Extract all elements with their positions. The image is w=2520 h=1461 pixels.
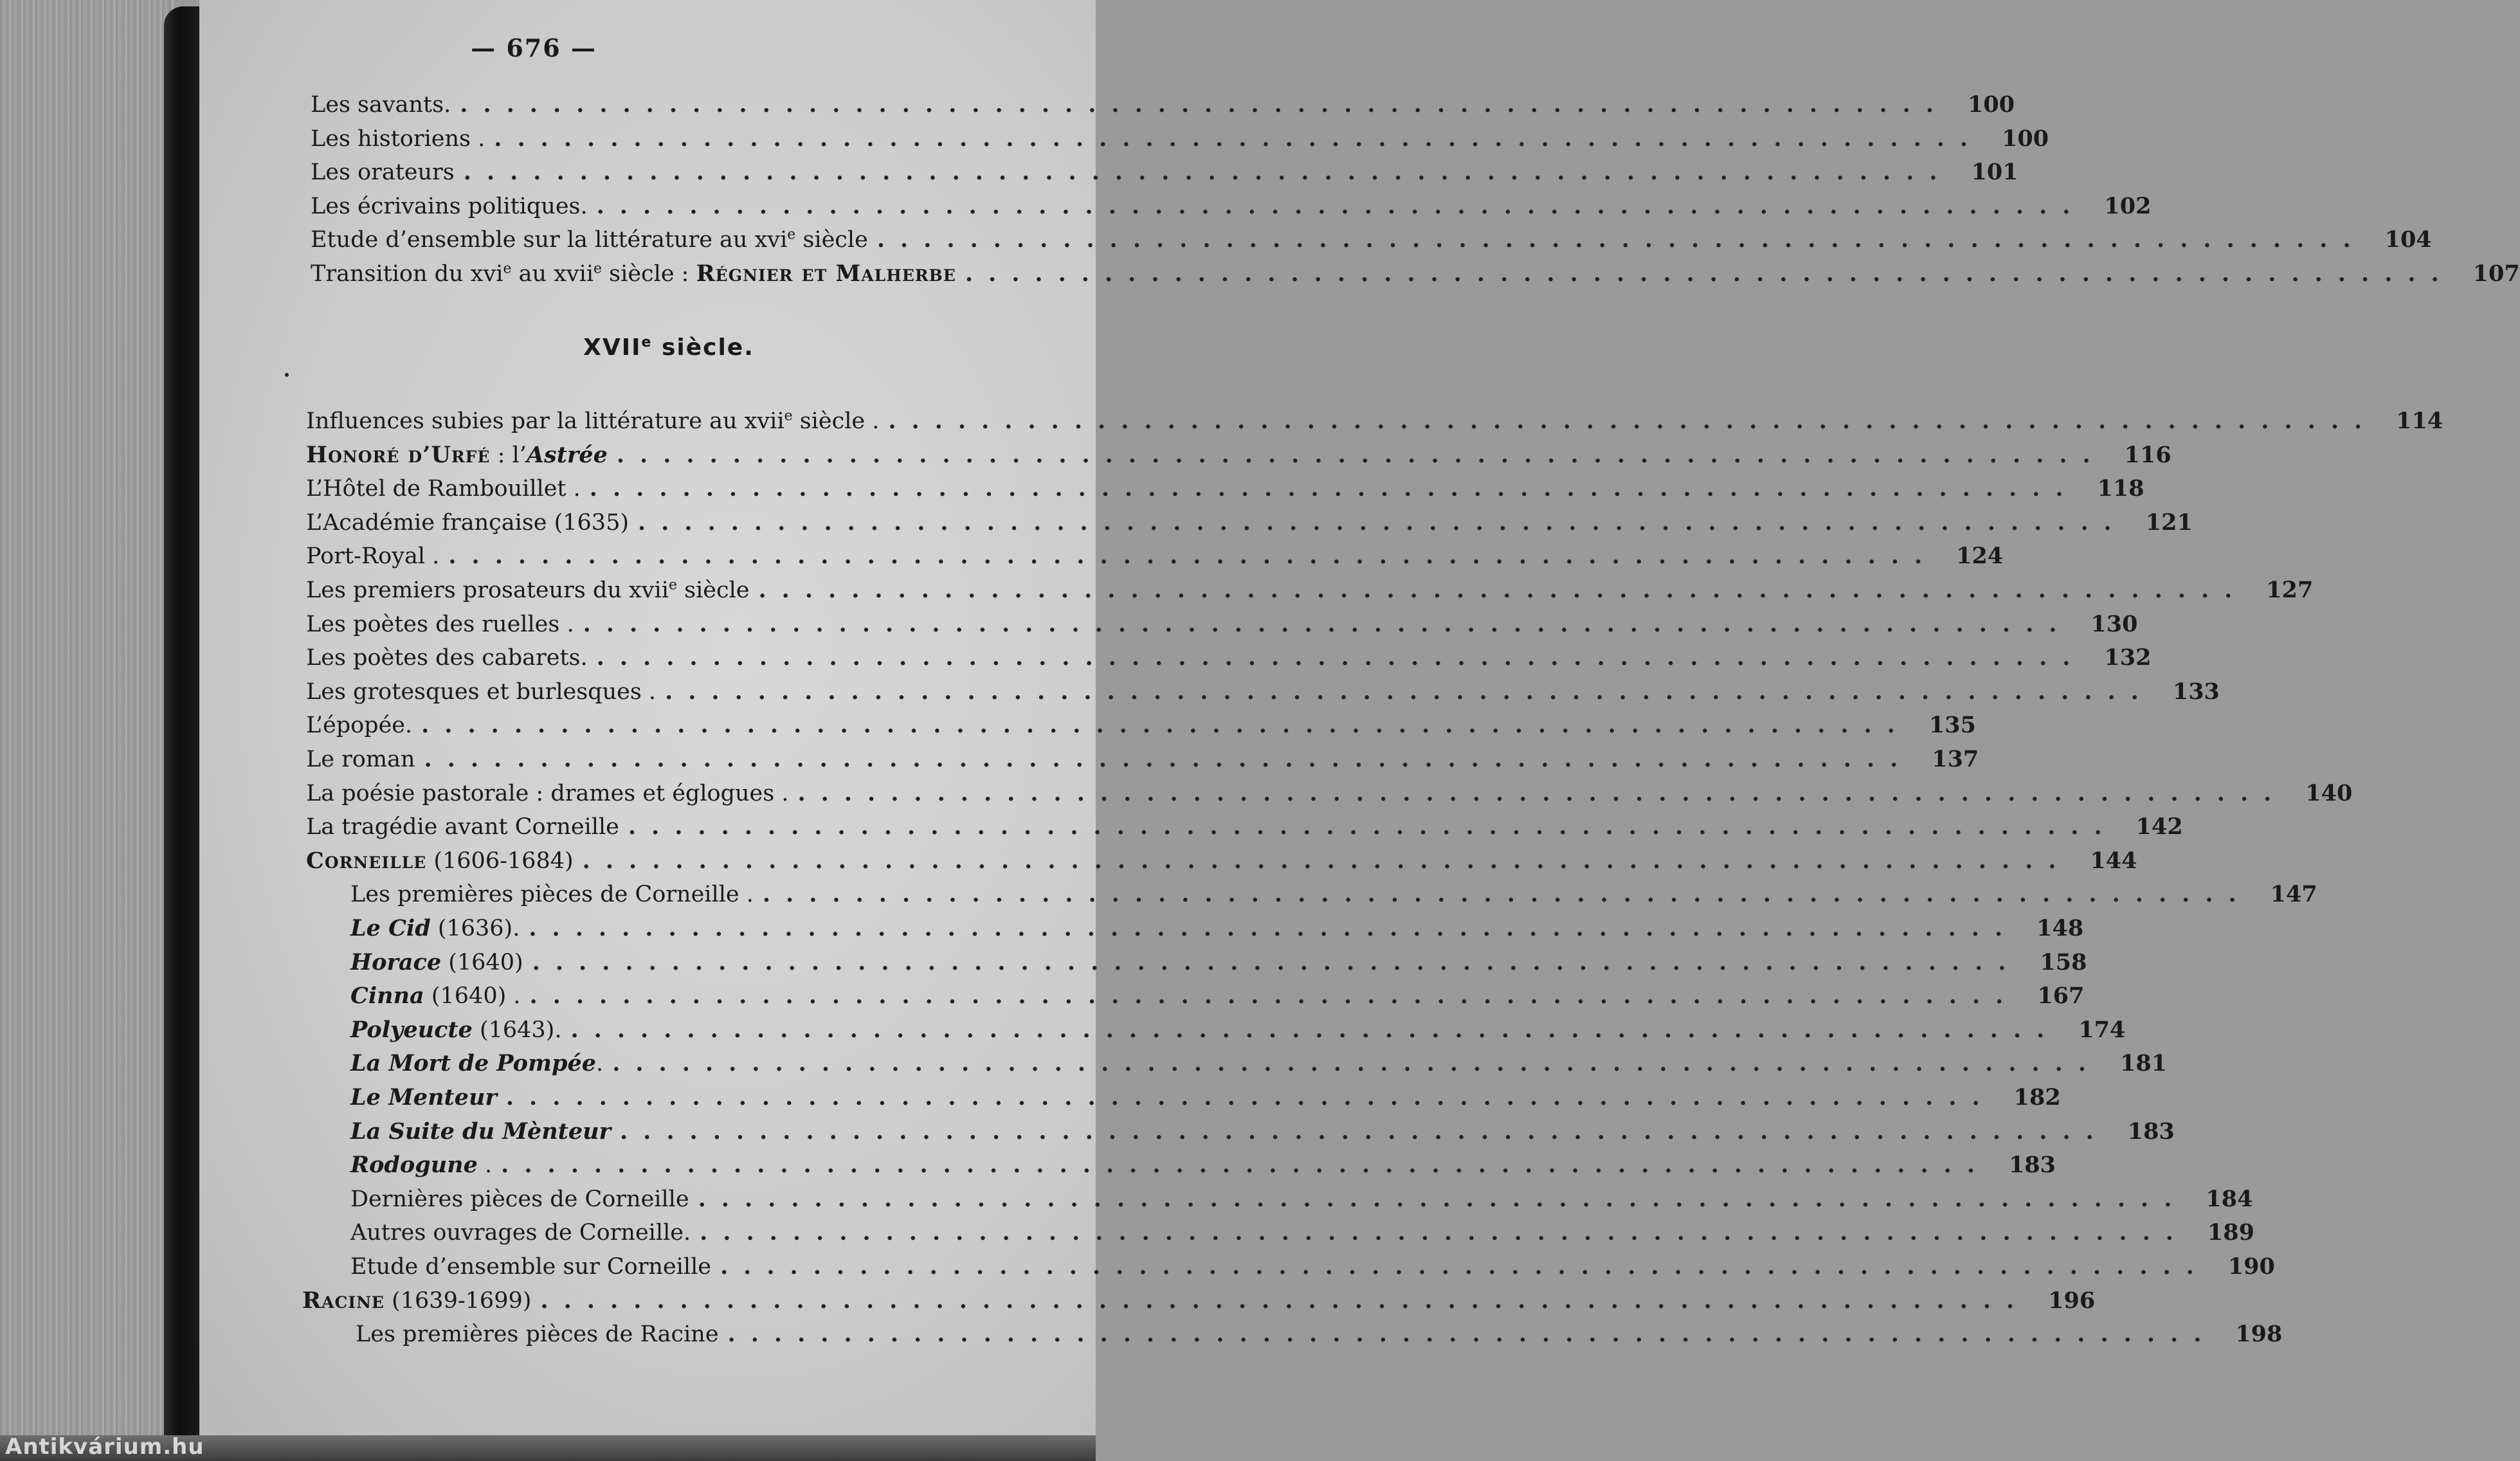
toc-work-title: La Mort de Pompée (350, 1050, 597, 1077)
toc-superscript: e (594, 260, 603, 277)
toc-page-number: 130 (2090, 610, 2138, 637)
toc-title (306, 642, 588, 674)
toc-superscript: e (503, 260, 512, 277)
toc-row (306, 608, 2138, 640)
toc-title (306, 676, 656, 708)
toc-title (350, 1251, 711, 1283)
toc-dot-leader: ................................................................ (596, 644, 2086, 671)
toc-title-text: siècle (795, 227, 868, 253)
toc-title (311, 156, 455, 188)
toc-row (350, 912, 2084, 945)
toc-row (306, 811, 2183, 843)
toc-page-number: 181 (2119, 1050, 2168, 1077)
toc-title-text: L’Académie française (1635) (306, 509, 629, 536)
toc-title-text: (1643). (472, 1017, 562, 1043)
toc-title (306, 574, 750, 606)
toc-dot-leader: ................................................................ (540, 1287, 2030, 1314)
toc-title-text: Les premières pièces de Racine (356, 1321, 719, 1348)
toc-title-text: Les poètes des ruelles . (306, 611, 574, 637)
toc-author-name: Régnier et Malherbe (696, 260, 956, 287)
toc-row (306, 473, 2144, 505)
toc-title-text: La poésie pastorale : drames et églogues . (306, 780, 789, 806)
toc-title (356, 1318, 719, 1350)
toc-title (350, 878, 754, 911)
toc-row (306, 405, 2443, 437)
toc-row (350, 1183, 2253, 1215)
toc-title (311, 190, 588, 222)
toc-dot-leader: ................................................................ (463, 159, 1953, 186)
toc-page-number: 190 (2227, 1253, 2275, 1280)
toc-dot-leader: ................................................................ (727, 1321, 2217, 1348)
toc-title (306, 405, 879, 437)
toc-dot-leader: ................................................................ (596, 192, 2086, 219)
toc-dot-leader: ................................................................ (965, 260, 2454, 287)
toc-page-number: 198 (2235, 1321, 2283, 1348)
toc-title-text: . (477, 1152, 493, 1179)
toc-page-number: 167 (2037, 983, 2085, 1010)
toc-page-number: 132 (2104, 644, 2152, 671)
toc-row (306, 540, 2004, 572)
toc-title-text: L’Hôtel de Rambouillet . (306, 476, 581, 502)
toc-title-text: Port-Royal . (306, 543, 440, 570)
toc-page-number: 158 (2040, 948, 2087, 976)
toc-superscript: e (668, 577, 677, 594)
toc-title (306, 811, 619, 843)
toc-dot-leader: ................................................................ (797, 779, 2287, 806)
toc-title-text: siècle . (792, 408, 880, 434)
toc-dot-leader: ................................................................ (448, 543, 1938, 570)
toc-row (306, 845, 2137, 877)
toc-title-text: (1639-1699) (384, 1287, 532, 1314)
toc-dot-leader: ................................................................ (505, 1084, 1995, 1111)
toc-title (306, 845, 574, 877)
toc-title-text: (1636). (430, 916, 520, 941)
toc-title (350, 980, 521, 1012)
toc-title (311, 224, 868, 256)
toc-title (350, 1149, 492, 1181)
toc-title (311, 89, 451, 121)
toc-work-title: Horace (350, 948, 442, 976)
toc-page-number: 196 (2048, 1287, 2096, 1314)
toc-title-text: (1640) (441, 949, 523, 976)
toc-title (306, 439, 608, 471)
toc-title-text: Transition du xvi (311, 261, 503, 287)
toc-title (306, 540, 439, 572)
toc-dot-leader: ................................................................ (665, 678, 2154, 705)
toc-row (356, 1318, 2283, 1350)
toc-page-number: 144 (2090, 847, 2137, 874)
toc-row (311, 258, 2520, 290)
toc-page-number: 101 (1971, 159, 2018, 186)
toc-row (311, 224, 2432, 256)
toc-page-number: 174 (2078, 1016, 2126, 1043)
toc-author-name: Racine (302, 1287, 385, 1314)
toc-title (311, 123, 485, 155)
toc-row (306, 709, 1976, 741)
toc-title-text: . (596, 1051, 604, 1077)
toc-title-text: (1606-1684) (426, 848, 574, 874)
toc-page-number: 133 (2172, 678, 2220, 705)
toc-row (306, 676, 2220, 708)
toc-dot-leader: ................................................................ (529, 915, 2018, 941)
toc-title (311, 258, 956, 290)
toc-page-number: 189 (2207, 1219, 2254, 1246)
toc-title-text: (1640) . (424, 983, 521, 1010)
toc-page-number: 127 (2266, 577, 2314, 603)
toc-page-number: 114 (2396, 408, 2443, 434)
toc-author-name: Honoré d’Urfé (306, 441, 491, 468)
toc-dot-leader: ................................................................ (638, 509, 2127, 536)
toc-dot-leader: ................................................................ (698, 1185, 2188, 1212)
toc-title (350, 1014, 561, 1046)
toc-dot-leader: ................................................................ (583, 610, 2072, 637)
toc-title (350, 1217, 691, 1249)
toc-title-text: Les premières pièces de Corneille . (350, 882, 754, 908)
toc-title-text: Les écrivains politiques. (311, 193, 588, 219)
toc-dot-leader: ................................................................ (876, 226, 2366, 253)
toc-work-title: Le Cid (350, 915, 431, 941)
toc-row (306, 574, 2314, 606)
toc-title-text: Influences subies par la littérature au xvii (306, 408, 784, 434)
toc-page-number: 121 (2145, 509, 2193, 536)
toc-author-name: Corneille (306, 847, 427, 874)
toc-title-text: Les premiers prosateurs du xvii (306, 577, 669, 603)
toc-page-number: 183 (2008, 1152, 2056, 1179)
toc-superscript: e (784, 408, 793, 424)
toc-row (350, 947, 2087, 979)
toc-row (350, 1217, 2254, 1249)
toc-dot-leader: ................................................................ (589, 475, 2079, 502)
toc-row (311, 89, 2015, 121)
book-binding (164, 6, 201, 1440)
toc-title (306, 709, 412, 741)
toc-dot-leader: ................................................................ (612, 1050, 2102, 1077)
toc-page-number: 102 (2104, 192, 2152, 219)
toc-title-text: Etude d’ensemble sur la littérature au xvi (311, 227, 788, 253)
toc-dot-leader: ................................................................ (700, 1219, 2189, 1246)
toc-title-text: Autres ouvrages de Corneille. (350, 1220, 691, 1246)
toc-work-title: Le Menteur (350, 1084, 497, 1111)
toc-row (306, 439, 2171, 471)
toc-page-number: 182 (2013, 1084, 2061, 1111)
toc-row (306, 642, 2152, 674)
toc-title (350, 947, 523, 979)
toc-row (306, 507, 2193, 539)
toc-page-number: 183 (2127, 1118, 2175, 1145)
toc-page-number: 124 (1956, 543, 2004, 570)
toc-title-text: au xvii (511, 261, 594, 287)
toc-work-title: Polyeucte (350, 1016, 473, 1043)
toc-title-text: : l’ (490, 442, 527, 468)
toc-row (311, 190, 2152, 222)
toc-title (350, 1183, 689, 1215)
toc-title (350, 912, 520, 945)
section-heading-sup: e (641, 334, 653, 350)
ink-speck (285, 373, 289, 377)
toc-title (306, 743, 415, 776)
toc-page-number: 116 (2124, 441, 2171, 468)
toc-row (306, 743, 1979, 776)
section-heading (566, 334, 772, 361)
toc-page-number: 100 (1967, 91, 2015, 118)
toc-page-number: 142 (2135, 813, 2183, 840)
toc-title (306, 507, 629, 539)
toc-dot-leader: ................................................................ (616, 441, 2106, 468)
toc-dot-leader: ................................................................ (421, 712, 1910, 739)
toc-dot-leader: ................................................................ (529, 983, 2019, 1010)
toc-dot-leader: ................................................................ (628, 813, 2117, 840)
toc-dot-leader: ................................................................ (620, 1118, 2109, 1145)
toc-title (350, 1116, 611, 1148)
background-cloth (0, 0, 174, 1461)
toc-title-text: Les poètes des cabarets. (306, 645, 588, 671)
toc-work-title: Cinna (350, 983, 424, 1010)
toc-page-number: 135 (1928, 712, 1976, 739)
toc-dot-leader: ................................................................ (460, 91, 1950, 118)
toc-page-number: 140 (2305, 779, 2353, 806)
toc-row (350, 1048, 2168, 1080)
watermark: Antikvárium.hu (5, 1434, 204, 1460)
toc-dot-leader: ................................................................ (582, 847, 2072, 874)
toc-dot-leader: ................................................................ (501, 1152, 1990, 1179)
toc-title (306, 473, 581, 505)
toc-dot-leader: ................................................................ (532, 948, 2022, 976)
toc-row (350, 1014, 2126, 1046)
toc-work-title: La Suite du Mènteur (350, 1118, 611, 1145)
toc-row (306, 777, 2353, 810)
toc-page-number: 118 (2097, 475, 2144, 502)
toc-row (350, 980, 2085, 1012)
toc-title-text: siècle : (602, 261, 696, 287)
toc-title-text: Le roman (306, 747, 415, 772)
toc-title-text: Les savants. (311, 92, 451, 118)
toc-title-text: L’épopée. (306, 712, 413, 739)
toc-row (302, 1285, 2096, 1317)
toc-page-number: 104 (2384, 226, 2432, 253)
section-heading-suffix: siècle. (652, 334, 754, 361)
toc-row (350, 1116, 2175, 1148)
toc-row (350, 878, 2317, 911)
toc-page-number: 147 (2270, 881, 2317, 908)
toc-title (306, 608, 574, 640)
toc-title (302, 1285, 531, 1317)
toc-page-number: 100 (2002, 125, 2049, 152)
toc-dot-leader: ................................................................ (720, 1253, 2209, 1280)
toc-row (350, 1149, 2056, 1181)
toc-dot-leader: ................................................................ (494, 125, 1984, 152)
toc-work-title: Astrée (526, 441, 608, 468)
toc-row (311, 123, 2049, 155)
toc-dot-leader: ................................................................ (424, 746, 1914, 772)
toc-page-number: 148 (2036, 915, 2084, 941)
toc-title-text: Etude d’ensemble sur Corneille (350, 1254, 711, 1280)
toc-row (311, 156, 2018, 188)
toc-dot-leader: ................................................................ (758, 577, 2248, 603)
page-number: — 676 — (471, 33, 597, 62)
toc-title-text: Les grotesques et burlesques . (306, 678, 657, 705)
toc-superscript: e (787, 226, 796, 243)
toc-work-title: Rodogune (350, 1152, 478, 1179)
section-heading-prefix: XVII (583, 334, 642, 361)
toc-page-number: 137 (1932, 746, 1979, 772)
toc-page-number: 107 (2472, 260, 2520, 287)
toc-dot-leader: ................................................................ (570, 1016, 2060, 1043)
toc-dot-leader: ................................................................ (762, 881, 2252, 908)
toc-title-text: La tragédie avant Corneille (306, 814, 619, 840)
toc-page-number: 184 (2206, 1185, 2253, 1212)
toc-title-text: Les historiens . (311, 125, 485, 152)
toc-row (350, 1251, 2275, 1283)
toc-title-text: siècle (676, 577, 750, 603)
toc-title (350, 1082, 497, 1114)
toc-title-text: Les orateurs (311, 159, 455, 186)
toc-dot-leader: ................................................................ (888, 408, 2378, 434)
toc-title (350, 1048, 603, 1080)
toc-row (350, 1082, 2061, 1114)
toc-title-text: Dernières pièces de Corneille (350, 1186, 689, 1212)
toc-title (306, 777, 788, 810)
